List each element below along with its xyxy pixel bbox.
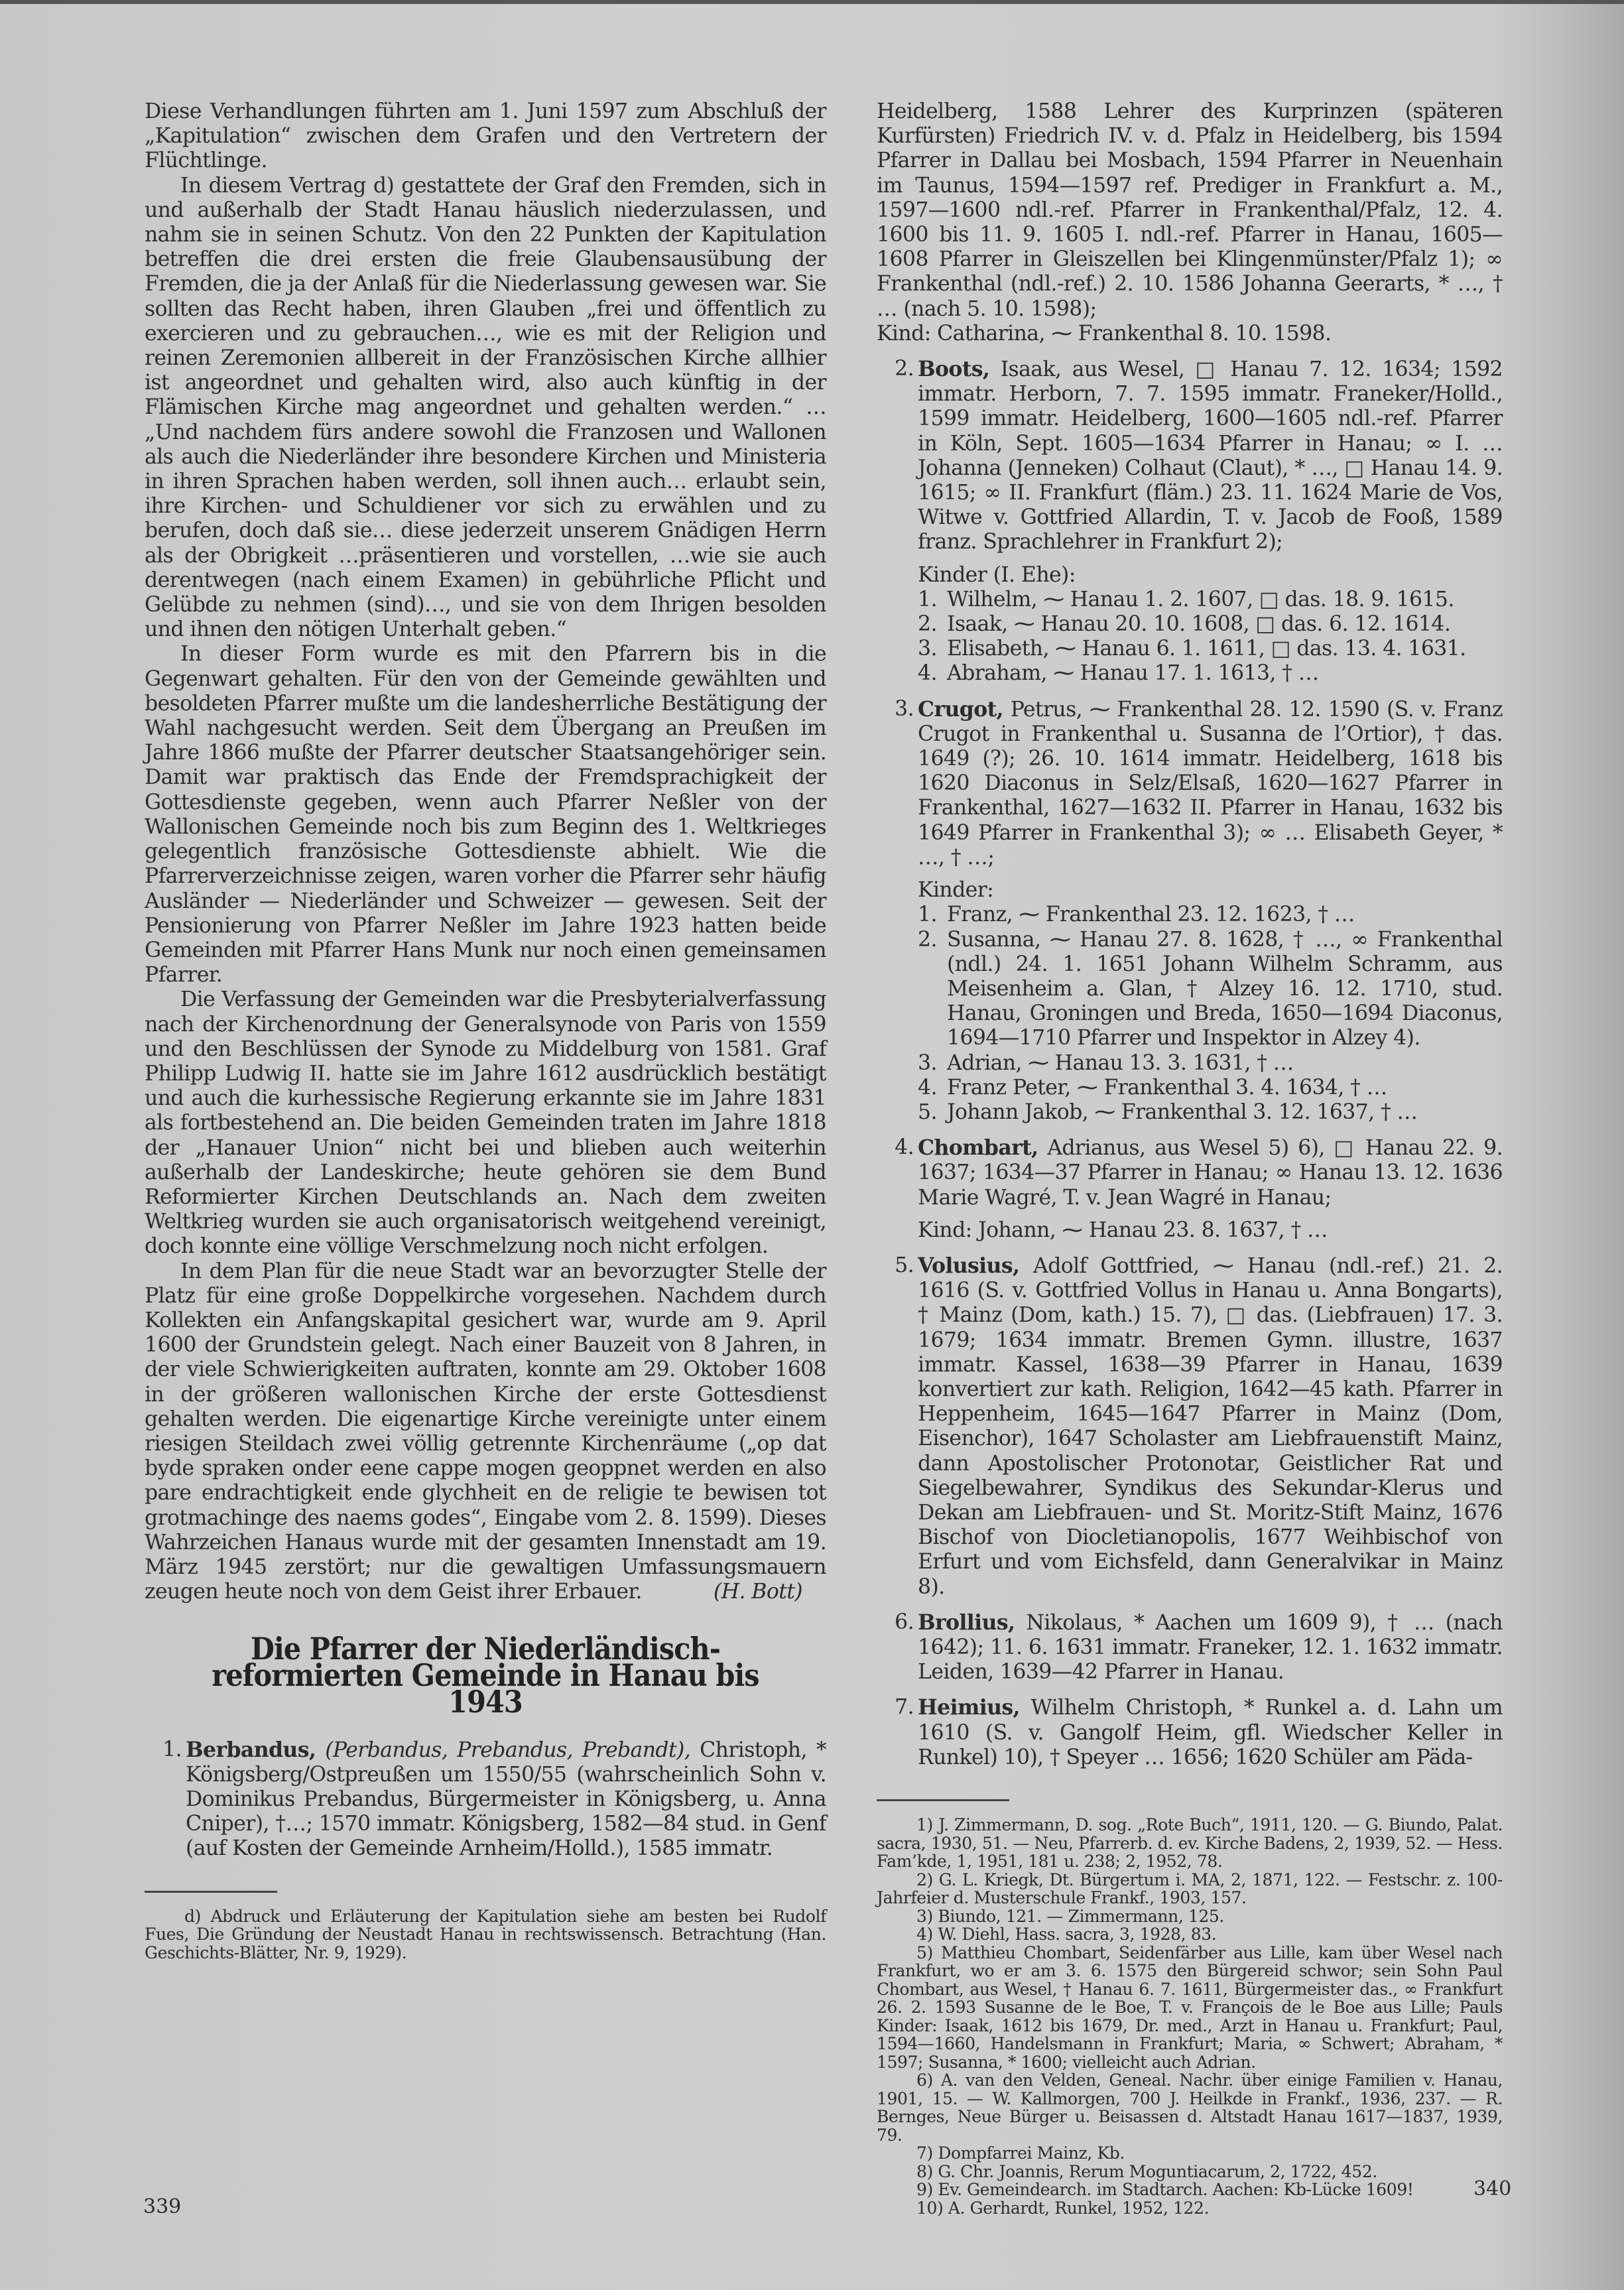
entry-text: Adolf Gottfried, ⁓ Hanau (ndl.-ref.) 21. 2. 1616 (S. v. Gottfried Vollus in Hanau u. Anna Bongarts), † Mainz (Dom, kath.) 15. 7), □ das. (Liebfrauen) 17. 3. 1679; 1634 immatr. Bremen Gymn. illustre, 1637 immatr. Kassel, 1638—39 Pfarrer in Hanau, 1639 konvertiert zur kath. Religion, 1642—45 kath. Pfarrer in Heppenheim, 1645—1647 Pfarrer in Mainz (Dom, Eisenchor), 1647 Scholaster am Liebfrauenstift Mainz, dann Apostolischer Protonotar, Geistlicher Rat und Siegelbewahrer, Syndikus des Sekundar-Klerus und Dekan am Liebfrauen- und St. Moritz-Stift Mainz, 1676 Bischof von Diocletianopolis, 1677 Weihbischof von Erfurt und vom Eichsfeld, dann Generalvikar in Mainz 8). [918,1253,1503,1599]
author-credit: (H. Bott) [713,1580,802,1604]
child-text: Adrian, ⁓ Hanau 13. 3. 1631, † … [947,1050,1294,1075]
entry-text: Adrianus, aus Wesel 5) 6), □ Hanau 22. 9. 1637; 1634—37 Pfarrer in Hanau; ∞ Hanau 13. 12. 1636 Marie Wagré, T. v. Jean Wagré in Hanau; [918,1136,1503,1210]
entry-number: 2. [895,357,914,381]
entry-number: 4. [895,1135,914,1160]
child-text: Isaak, ⁓ Hanau 20. 10. 1608, □ das. 6. 12. 1614. [947,612,1451,637]
footnote-4: 4) W. Diehl, Hass. sacra, 3, 1928, 83. [916,1925,1217,1944]
child-item [918,1076,1503,1100]
right-page-column [877,99,1503,2217]
child-text: Abraham, ⁓ Hanau 17. 1. 1613, † … [947,661,1319,686]
footnote-1: 1) J. Zimmermann, D. sog. „Rote Buch“, 1911, 120. — G. Biundo, Palat. sacra, 1930, 51. — Neu, Pfarrerb. d. ev. Kirche Badens, 2, 1939, 52. — Hess. Fam’kde, 1, 1951, 181 u. 238; 2, 1952, 78. [877,1815,1503,1871]
footnotes-left [145,1907,826,1962]
child-number: 3. [918,1050,937,1075]
entry-alt-names: (Perbandus, Prebandus, Prebandt), [325,1738,691,1762]
child-item [918,661,1503,686]
pastor-entry-2 [877,357,1503,686]
child-item [918,903,1503,927]
entry-surname: Brollius, [918,1610,1015,1635]
child-number: 1. [918,587,937,611]
entry-surname: Berbandus, [186,1737,316,1762]
entry-1-child: Kind: Catharina, ⁓ Frankenthal 8. 10. 1598. [877,321,1332,346]
child-text: Johann Jakob, ⁓ Frankenthal 3. 12. 1637, † … [947,1100,1418,1124]
child-text: Franz, ⁓ Frankenthal 23. 12. 1623, † … [947,903,1355,927]
footnote-3: 3) Biundo, 121. — Zimmermann, 125. [916,1906,1224,1926]
footnote-6: 6) A. van den Velden, Geneal. Nachr. über einige Familien v. Hanau, 1901, 15. — W. Kallmorgen, 700 J. Heilkde in Frankf., 1936, 237. — R. Bernges, Neue Bürger u. Beisassen d. Altstadt Hanau 1617—1837, 1939, 79. [877,2070,1503,2145]
entry-text: Christoph, * Königsberg/Ostpreußen um 1550/55 (wahrscheinlich Sohn v. Dominikus Prebandus, Bürgermeister in Königsberg, u. Anna Cniper), †…; 1570 immatr. Königsberg, 1582—84 stud. in Genf (auf Kosten der Gemeinde Arnheim/Holld.), 1585 immatr. [186,1738,827,1861]
pastor-entry-7 [877,1695,1503,1770]
entry-number: 3. [895,696,914,721]
footnote-2: 2) G. L. Kriegk, Dt. Bürgertum i. MA, 2, 1871, 122. — Festschr. z. 100-Jahrfeier d. Musterschule Frankf., 1903, 157. [877,1870,1503,1907]
entry-1-continuation: Heidelberg, 1588 Lehrer des Kurprinzen (späteren Kurfürsten) Friedrich IV. v. d. Pfalz in Heidelberg, bis 1594 Pfarrer in Dallau bei Mosbach, 1594 Pfarrer in Neuenhain im Taunus, 1594—1597 ref. Prediger in Frankfurt a. M., 1597—1600 ndl.-ref. Pfarrer in Frankenthal/Pfalz, 12. 4. 1600 bis 11. 9. 1605 I. ndl.-ref. Pfarrer in Hanau, 1605—1608 Pfarrer in Gleiszellen bei Klingenmünster/Pfalz 1); ∞ Frankenthal (ndl.-ref.) 2. 10. 1586 Johanna Geerarts, * …, † … (nach 5. 10. 1598); [877,99,1503,321]
pastor-entry-4 [877,1135,1503,1243]
child-number: 2. [918,927,937,952]
child-number: 1. [918,903,937,927]
child-number: 4. [918,661,937,686]
child-item [918,588,1503,612]
entry-surname: Volusius, [918,1253,1020,1278]
entry-number: 5. [895,1253,914,1277]
children-label: Kinder (I. Ehe): [918,562,1076,587]
child-text: Franz Peter, ⁓ Frankenthal 3. 4. 1634, † … [947,1075,1387,1100]
entry-surname: Crugot, [918,696,1003,722]
entry-number: 1. [162,1737,182,1761]
child-number: 5. [918,1100,937,1124]
child-item [918,1051,1503,1076]
footnote-7: 7) Dompfarrei Mainz, Kb. [916,2143,1125,2163]
footnote-divider [145,1891,277,1893]
footnotes-right [877,1816,1503,2217]
child-item [918,1100,1503,1125]
child-number: 2. [918,612,937,637]
paragraph-3: In dieser Form wurde es mit den Pfarrern bis in die Gegenwart gehalten. Für den von der Gemeinde gewählten und besoldeten Pfarrer mußte um die landesherrliche Bestätigung der Wahl nachgesucht werden. Seit dem Übergang an Preußen im Jahre 1866 mußte der Pfarrer deutscher Staatsangehöriger sein. Damit war praktisch das Ende der Fremdsprachigkeit der Gottesdienste gegeben, wenn auch Pfarrer Neßler von der Wallonischen Gemeinde noch bis zum Beginn des 1. Weltkrieges gelegentlich französische Gottesdienste abhielt. Wie die Pfarrerverzeichnisse zeigen, waren vorher die Pfarrer sehr häufig Ausländer — Niederländer und Schweizer — gewesen. Seit der Pensionierung von Pfarrer Neßler im Jahre 1923 hatten beide Gemeinden mit Pfarrer Hans Munk nur noch einen gemeinsamen Pfarrer. [145,642,826,987]
entry-number: 6. [895,1610,914,1634]
child-item [918,637,1503,661]
section-heading: Die Pfarrer der Niederländisch-reformierten Gemeinde in Hanau bis 1943 [212,1630,759,1720]
entry-surname: Chombart, [918,1135,1038,1161]
footnote-divider [877,1799,1009,1801]
page-number-right: 340 [1473,2177,1512,2200]
entry-number: 7. [895,1695,914,1720]
scan-edge-shadow [0,0,1624,4]
child-text: Elisabeth, ⁓ Hanau 6. 1. 1611, □ das. 13. 4. 1631. [947,637,1466,661]
children-label: Kind: Johann, ⁓ Hanau 23. 8. 1637, † … [918,1218,1328,1242]
pastor-entries-list [877,357,1503,1770]
paragraph-5: In dem Plan für die neue Stadt war an bevorzugter Stelle der Platz für eine große Doppelkirche vorgesehen. Nachdem durch Kollekten ein Anfangskapital gesichert war, wurde am 9. April 1600 der Grundstein gelegt. Nach einer Bauzeit von 8 Jahren, in der viele Schwierigkeiten auftraten, konnte am 29. Oktober 1608 in der größeren wallonischen Kirche der erste Gottesdienst gehalten werden. Die eigenartige Kirche vereinigte unter einem riesigen Steildach zwei völlig getrennte Kirchenräume („op dat byde spraken onder eene cappe mogen geoppnet werden en also pare endrachtigkeit ende glychheit en de religie te bewisen tot grotmachinge des naems godes“, Eingabe vom 2. 8. 1599). Dieses Wahrzeichen Hanaus wurde mit der gesamten Innenstadt am 19. März 1945 zerstört; nur die gewaltigen Umfassungsmauern zeugen heute noch von dem Geist ihrer Erbauer. [145,1259,826,1604]
pastor-entry-1 [145,1738,826,1862]
paragraph-2: In diesem Vertrag d) gestattete der Graf den Fremden, sich in und außerhalb der Stadt Hanau häuslich niederzulassen, und nahm sie in seinen Schutz. Von den 22 Punkten der Kapitulation betreffen die drei ersten die freie Glaubensausübung der Fremden, die ja der Anlaß für die Niederlassung gewesen war. Sie sollten das Recht haben, ihren Glauben „frei und öffentlich zu exercieren und zu gebrauchen…, wie es mit der Religion und reinen Zeremonien allbereit in der Französischen Kirche allhier ist angeordnet und gehalten wird, also auch künftig in der Flämischen Kirche mag angeordnet und gehalten werden.“ … „Und nachdem fürs andere sowohl die Franzosen und Wallonen als auch die Niederländer ihre besondere Kirchen und Ministeria in ihren Sprachen haben werden, soll ihnen auch… erlaubt sein, ihre Kirchen- und Schuldiener vor sich zu erwählen und zu berufen, doch daß sie… diese jederzeit unserem Gnädigen Herrn als der Obrigkeit …präsentieren und vorstellen, …wie sie auch derentwegen (nach einem Examen) in gebührliche Pflicht und Gelübde zu nehmen (sind)…, und sie von dem Ihrigen besolden und ihnen den nötigen Unterhalt geben.“ [145,173,826,642]
footnote-d: d) Abdruck und Erläuterung der Kapitulation siehe am besten bei Rudolf Fues, Die Gründung der Neustadt Hanau in rechtswissensch. Betrachtung (Han. Geschichts-Blätter, Nr. 9, 1929). [145,1906,826,1962]
children-label: Kinder: [918,878,994,903]
entry-surname: Heimius, [918,1695,1020,1720]
left-page-column [145,99,826,1962]
pastor-entry-5 [877,1253,1503,1600]
footnote-8: 8) G. Chr. Joannis, Rerum Moguntiacarum, 2, 1722, 452. [916,2161,1377,2181]
child-number: 3. [918,637,937,661]
pastor-entry-6 [877,1610,1503,1685]
paragraph-4: Die Verfassung der Gemeinden war die Presbyterialverfassung nach der Kirchenordnung der Generalsynode von Paris von 1559 und den Beschlüssen der Synode zu Middelburg von 1581. Graf Philipp Ludwig II. hatte sie im Jahre 1612 ausdrücklich bestätigt und auch die kurhessische Regierung erkannte sie im Jahre 1831 als fortbestehend an. Die beiden Gemeinden traten im Jahre 1818 der „Hanauer Union“ nicht bei und blieben auch weiterhin außerhalb der Landeskirche; heute gehören sie dem Bund Reformierter Kirchen Deutschlands an. Nach dem zweiten Weltkrieg wurden sie auch organisatorisch weitgehend vereinigt, doch konnte eine völlige Verschmelzung noch nicht erfolgen. [145,987,826,1259]
child-item [918,928,1503,1051]
child-text: Wilhelm, ⁓ Hanau 1. 2. 1607, □ das. 18. 9. 1615. [947,587,1454,611]
child-number: 4. [918,1075,937,1100]
entry-text: Nikolaus, * Aachen um 1609 9), † … (nach 1642); 11. 6. 1631 immatr. Franeker, 12. 1. 1632 immatr. Leiden, 1639—42 Pfarrer in Hanau. [918,1610,1503,1685]
footnote-5: 5) Matthieu Chombart, Seidenfärber aus Lille, kam über Wesel nach Frankfurt, wo er am 3. 6. 1575 den Bürgereid schwor; sein Sohn Paul Chombart, aus Wesel, † Hanau 6. 7. 1611, Bürgermeister das., ∞ Frankfurt 26. 2. 1593 Susanne de le Boe, T. v. François de le Boe aus Lille; Pauls Kinder: Isaak, 1612 bis 1679, Dr. med., Arzt in Hanau u. Frankfurt; Paul, 1594—1660, Handelsmann in Frankfurt; Maria, ∞ Schwert; Abraham, * 1597; Susanna, * 1600; vielleicht auch Adrian. [877,1942,1503,2072]
entry-text: Isaak, aus Wesel, □ Hanau 7. 12. 1634; 1592 immatr. Herborn, 7. 7. 1595 immatr. Franeker/Holld., 1599 immatr. Heidelberg, 1600—1605 ndl.-ref. Pfarrer in Köln, Sept. 1605—1634 Pfarrer in Hanau; ∞ I. … Johanna (Jenneken) Colhaut (Claut), * …, □ Hanau 14. 9. 1615; ∞ II. Frankfurt (fläm.) 23. 11. 1624 Marie de Vos, Witwe v. Gottfried Allardin, T. v. Jacob de Fooß, 1589 franz. Sprachlehrer in Frankfurt 2); [918,357,1503,554]
entry-surname: Boots, [918,357,990,382]
page-number-left: 339 [143,2195,182,2218]
child-text: Susanna, ⁓ Hanau 27. 8. 1628, † …, ∞ Frankenthal (ndl.) 24. 1. 1651 Johann Wilhelm Schramm, aus Meisenheim a. Glan, † Alzey 16. 12. 1710, stud. Hanau, Groningen und Breda, 1650—1694 Diaconus, 1694—1710 Pfarrer und Inspektor in Alzey 4). [947,927,1503,1050]
footnote-10: 10) A. Gerhardt, Runkel, 1952, 122. [916,2198,1210,2218]
entry-text: Petrus, ⁓ Frankenthal 28. 12. 1590 (S. v. Franz Crugot in Frankenthal u. Susanna de l’Ortior), † das. 1649 (?); 26. 10. 1614 immatr. Heidelberg, 1618 bis 1620 Diaconus in Selz/Elsaß, 1620—1627 Pfarrer in Frankenthal, 1627—1632 II. Pfarrer in Hanau, 1632 bis 1649 Pfarrer in Frankenthal 3); ∞ … Elisabeth Geyer, * …, † …; [918,697,1503,869]
pastor-entry-3 [877,697,1503,1125]
footnote-9: 9) Ev. Gemeindearch. im Stadtarch. Aachen: Kb-Lücke 1609! [916,2180,1414,2199]
entry-text: Wilhelm Christoph, * Runkel a. d. Lahn um 1610 (S. v. Gangolf Heim, gfl. Wiedscher Keller in Runkel) 10), † Speyer … 1656; 1620 Schüler am Päda- [918,1696,1503,1769]
child-item [918,612,1503,637]
paragraph-1: Diese Verhandlungen führten am 1. Juni 1597 zum Abschluß der „Kapitulation“ zwischen dem Grafen und den Vertretern der Flüchtlinge. [145,99,826,173]
